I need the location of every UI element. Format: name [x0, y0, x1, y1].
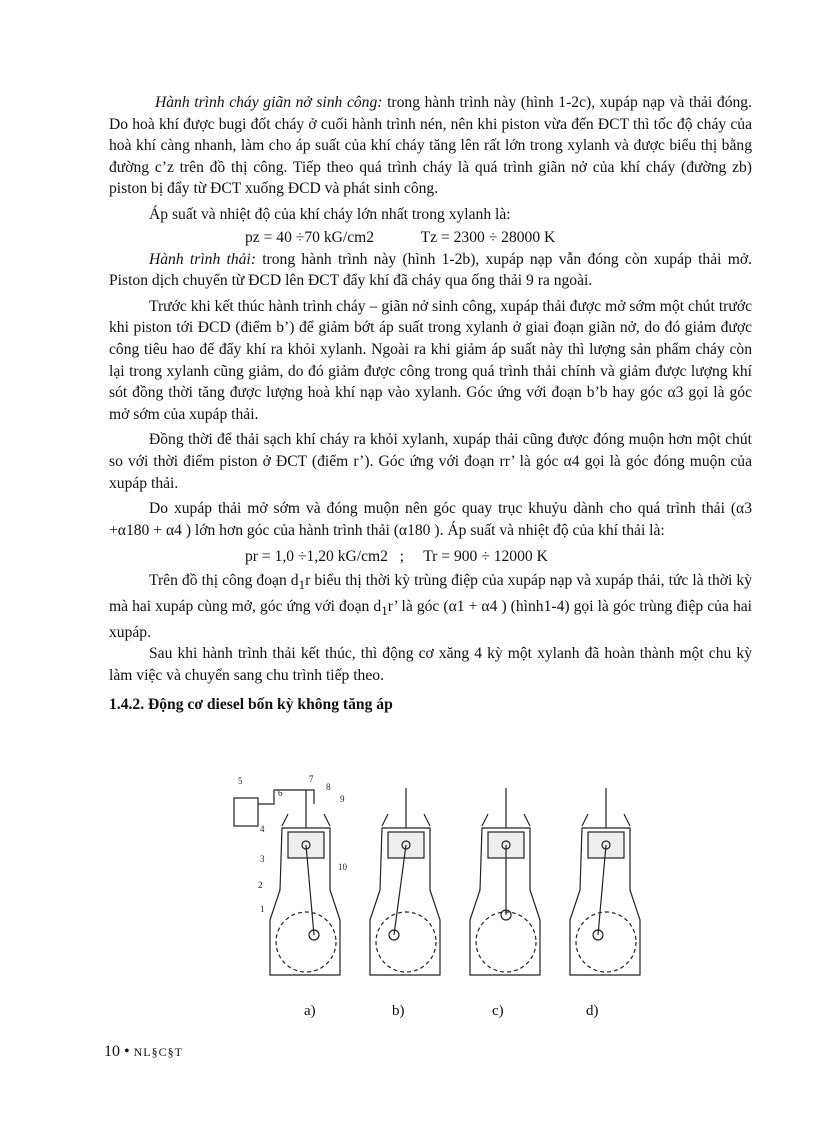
symbol-alpha180: α180 — [398, 521, 431, 539]
part-number-2: 2 — [258, 880, 263, 890]
figure-panel-labels — [0, 1003, 816, 1023]
panel-label-d: d) — [586, 1003, 599, 1019]
part-number-1: 1 — [260, 904, 265, 914]
formula-exhaust: pr = 1,0 ÷1,20 kG/cm2 ; Tr = 900 ÷ 12000 K — [245, 548, 548, 566]
symbol-alpha3: α3 — [667, 384, 684, 402]
panel-label-a: a) — [304, 1003, 316, 1019]
engine-diagram-c — [470, 788, 540, 975]
paragraph-overlap: Trên đồ thị công đoạn $d_1r$ biểu thị thời kỳ trùng điệp của xupáp nạp và xupáp thải, tức là thời kỳ mà hai xupáp cùng mở, góc ứng với đoạn $d_1r$’ là góc (α1 + α4 ) (hình1-4) gọi là góc trùng điệp của hai xupáp. — [109, 572, 753, 641]
part-number-4: 4 — [260, 824, 265, 834]
paragraph-exhaust-stroke: Hành trình thải: trong hành trình này (hình 1-2b), xupáp nạp vẫn đóng còn xupáp thải mở. Piston dịch chuyển từ ĐCD lên ĐCT đẩy khí đã cháy qua ống thải 9 ra ngoài. — [109, 250, 752, 290]
engine-diagram-a — [234, 790, 340, 975]
diesel-engine-figure — [214, 770, 644, 990]
paragraph-late-closing: Đồng thời để thải sạch khí cháy ra khỏi xylanh, xupáp thải cũng được đóng muộn hơn một chút so với thời điểm piston ở ĐCT (điểm r’). Góc ứng với đoạn rr’ là góc α4 gọi là góc đóng muộn của xupáp thải. — [109, 431, 752, 492]
paragraph-early-opening: Trước khi kết thúc hành trình cháy – giãn nở sinh công, xupáp thải được mở sớm một chút trước khi piston tới ĐCD (điểm b’) để giảm bớt áp suất trong xylanh ở giai đoạn giãn nở, do đó giảm được công tiêu hao để đẩy khí ra khỏi xylanh. Ngoài ra khi giảm áp suất này thì lượng sản phẩm cháy còn lại trong xylanh cũng giảm, do đó giảm được công trong quá trình thải chính và giảm được lượng khí sót đồng thời tăng được lượng hoà khí nạp vào xylanh. Góc ứng với đoạn b’b hay góc α3 gọi là góc mở sớm của xupáp thải. — [109, 297, 753, 423]
symbol-alpha4: α4 — [563, 452, 580, 470]
panel-label-b: b) — [392, 1003, 405, 1019]
paragraph-exhaust-angle: Do xupáp thải mở sớm và đóng muộn nên góc quay trục khuỷu dành cho quá trình thải (α3 +α180 + α4 ) lớn hơn góc của hành trình thải (α180 ). Áp suất và nhiệt độ của khí thải là: — [109, 500, 752, 539]
page-footer — [104, 1043, 183, 1061]
part-number-5: 5 — [238, 776, 243, 786]
part-number-7: 7 — [309, 774, 314, 784]
footer-code: NL§C§T — [133, 1045, 183, 1059]
part-number-8: 8 — [326, 782, 331, 792]
page-number: 10 — [104, 1043, 120, 1060]
term-combustion-stroke: Hành trình cháy giãn nở sinh công: — [155, 94, 383, 111]
paragraph-max-pressure: Áp suất và nhiệt độ của khí cháy lớn nhất trong xylanh là: — [149, 205, 511, 223]
engine-diagram-d — [570, 788, 640, 975]
term-exhaust-stroke: Hành trình thải: — [149, 250, 256, 268]
part-number-9: 9 — [340, 794, 345, 804]
panel-label-c: c) — [492, 1003, 504, 1019]
section-heading: 1.4.2. Động cơ diesel bốn kỳ không tăng áp — [109, 696, 393, 714]
engine-diagram-b — [370, 788, 440, 975]
part-number-6: 6 — [278, 788, 283, 798]
symbol-alpha-sum: α3 +α180 + α4 — [109, 500, 752, 539]
symbol-alpha1-alpha4: α1 + α4 — [448, 597, 498, 615]
formula-combustion: pz = 40 ÷70 kG/cm2 Tz = 2300 ÷ 28000 K — [245, 228, 556, 246]
paragraph-combustion-stroke: Hành trình cháy giãn nở sinh công: trong hành trình này (hình 1-2c), xupáp nạp và thải đóng. Do hoà khí được bugi đốt cháy ở cuối hành trình nén, nên khi piston vừa đến ĐCT thì tốc độ cháy của hoà khí càng nhanh, làm cho áp suất của khí cháy tăng lên rất lớn trong xylanh và được biểu thị bằng đường c’z trên đồ thị công. Tiếp theo quá trình cháy là quá trình giãn nở của khí cháy (đường zb) piston bị đẩy từ ĐCT xuống ĐCD và phát sinh công. — [109, 94, 752, 198]
part-number-10: 10 — [338, 862, 347, 872]
footer-bullet: • — [124, 1043, 130, 1060]
part-number-3: 3 — [260, 854, 265, 864]
paragraph-cycle-complete: Sau khi hành trình thải kết thúc, thì động cơ xăng 4 kỳ một xylanh đã hoàn thành một chu kỳ làm việc và chuyển sang chu trình tiếp theo. — [109, 645, 752, 684]
page-body — [109, 92, 752, 716]
